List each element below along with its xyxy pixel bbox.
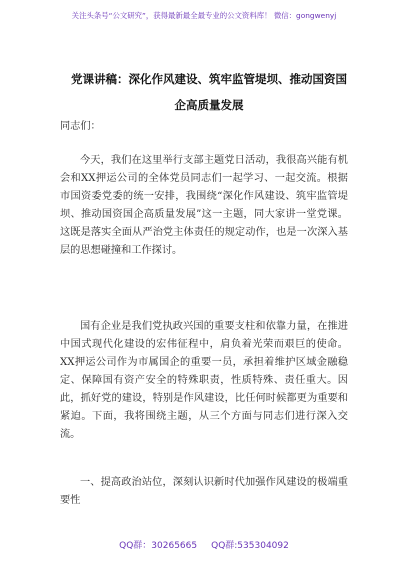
qq-group-2: QQ群:535304092 bbox=[211, 541, 289, 551]
salutation: 同志们： bbox=[60, 121, 101, 132]
paragraph-intro: 今天，我们在这里举行支部主题党日活动，我很高兴能有机会和XX押运公司的全体党员同志们一起学习、一起交流。根据市国资委党委的统一安排，我围绕“深化作风建设、筑牢监管堤坝、推动国资国企高质量发展”这一主题，同大家讲一堂党课。这既是落实全面从严治党主体责任的规定动作，也是一次深入基层的思想碰撞和工作探讨。 bbox=[60, 155, 348, 256]
section-heading-1: 一、提高政治站位，深刻认识新时代加强作风建设的极端重要性 bbox=[60, 477, 348, 506]
footer-contact bbox=[0, 538, 408, 551]
paragraph-context: 国有企业是我们党执政兴国的重要支柱和依靠力量，在推进中国式现代化建设的宏伟征程中，肩负着光荣而艰巨的使命。XX押运公司作为市属国企的重要一员，承担着维护区域金融稳定、保障国有资产安全的特殊职责，性质特殊、责任重大。因此，抓好党的建设，特别是作风建设，比任何时候都更为重要和紧迫。下面，我将围绕主题，从三个方面与同志们进行深入交流。 bbox=[60, 321, 348, 440]
header-banner: 关注头条号“公文研究”，获得最新最全最专业的公文资料库！ 微信：gongwenyj bbox=[71, 11, 337, 20]
document-title: 党课讲稿：深化作风建设、筑牢监管堤坝、推动国资国企高质量发展 bbox=[71, 72, 347, 112]
qq-group-1: QQ群：30265665 bbox=[119, 541, 198, 551]
